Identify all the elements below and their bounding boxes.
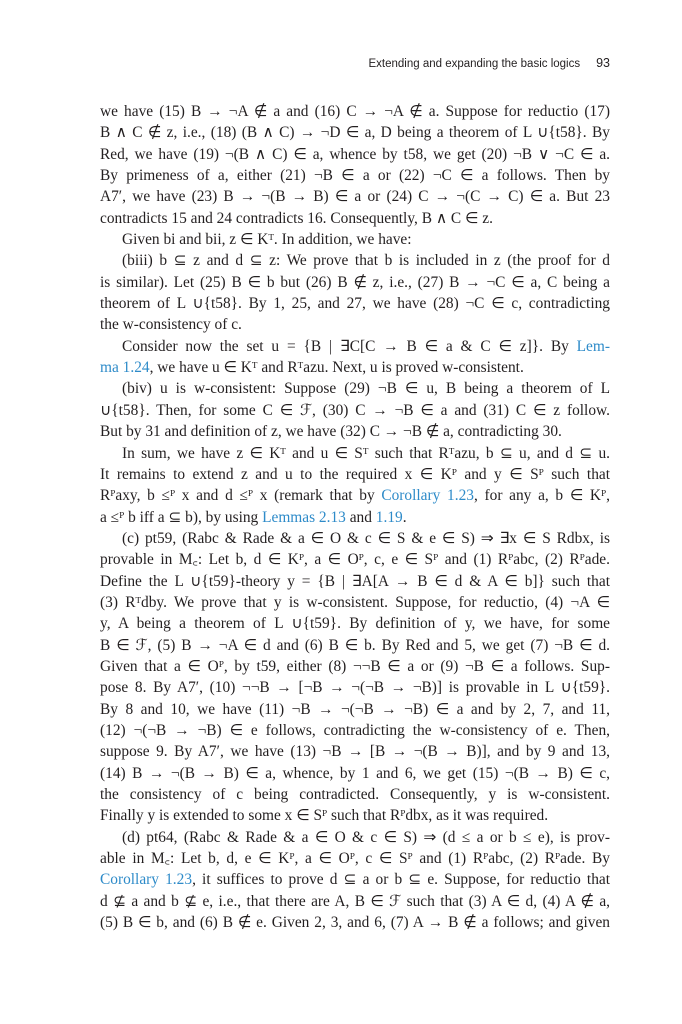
text-line: (c) pt59, (Rabc & Rade & a ∈ O & c ∈ S & e ∈ S) ⇒ ∃x ∈ S Rdbx, is: [122, 529, 610, 547]
text-line: Define the L ∪{t59}-theory y = {B | ∃A[A → B ∈ d & A ∈ b]} such that: [100, 572, 610, 590]
text-line: Rᴾaxy, b ≤ᴾ x and d ≤ᴾ x (remark that by Corollary 1.23, for any a, b ∈ Kᴾ,: [100, 487, 610, 505]
text-line: Consider now the set u = {B | ∃C[C → B ∈ a & C ∈ z]}. By Lem-: [122, 337, 610, 355]
text-line: the consistency of c being contradicted. Consequently, y is w-consistent.: [100, 786, 610, 803]
text-line: Given that a ∈ Oᴾ, by t59, either (8) ¬¬B ∈ a or (9) ¬B ∈ a follows. Sup-: [100, 657, 610, 675]
text-line: A7′, we have (23) B → ¬(B → B) ∈ a or (24) C → ¬(C → C) ∈ a. But 23: [100, 188, 610, 206]
text-line: theorem of L ∪{t58}. By 1, 25, and 27, we have (28) ¬C ∈ c, contradicting: [100, 295, 610, 313]
text-line: ma 1.24, we have u ∈ Kᵀ and Rᵀazu. Next, u is proved w-consistent.: [100, 359, 524, 377]
page-body-text: [100, 101, 610, 933]
text-line: By primeness of a, either (21) ¬B ∈ a or (22) ¬C ∈ a follows. Then by: [100, 167, 610, 185]
running-title: Extending and expanding the basic logics: [368, 58, 581, 70]
running-header: [100, 56, 610, 74]
cross-reference-link[interactable]: ma 1.24: [100, 359, 150, 377]
text-line: suppose 9. By A7′, we have (13) ¬B → [B → ¬(B → B)], and by 9 and 13,: [100, 743, 610, 761]
text-line: (biii) b ⊆ z and d ⊆ z: We prove that b is included in z (the proof for d: [122, 252, 610, 270]
text-line: pose 8. By A7′, (10) ¬¬B → [¬B → ¬(¬B → ¬B)] is provable in L ∪{t59}.: [100, 679, 610, 697]
cross-reference-link[interactable]: Corollary 1.23: [381, 487, 474, 505]
text-line: (12) ¬(¬B → ¬B) ∈ e follows, contradicting the w-consistency of e. Then,: [100, 721, 610, 739]
page-number: 93: [596, 56, 610, 70]
text-line: Corollary 1.23, it suffices to prove d ⊆ a or b ⊆ e. Suppose, for reductio that: [100, 871, 610, 889]
text-line: contradicts 15 and 24 contradicts 16. Consequently, B ∧ C ∈ z.: [100, 209, 493, 227]
text-line: Finally y is extended to some x ∈ Sᴾ such that Rᴾdbx, as it was required.: [100, 807, 549, 825]
text-line: It remains to extend z and u to the required x ∈ Kᴾ and y ∈ Sᴾ such that: [100, 465, 610, 483]
cross-reference-link[interactable]: Lem-: [576, 337, 610, 355]
text-line: able in M꜀: Let b, d, e ∈ Kᴾ, a ∈ Oᴾ, c ∈ Sᴾ and (1) Rᴾabc, (2) Rᴾade. By: [100, 850, 610, 868]
text-line: In sum, we have z ∈ Kᵀ and u ∈ Sᵀ such that Rᵀazu, b ⊆ u, and d ⊆ u.: [122, 444, 610, 462]
text-line: (14) B → ¬(B → B) ∈ a, whence, by 1 and 6, we get (15) ¬(B → B) ∈ c,: [100, 764, 610, 782]
text-line: (5) B ∈ b, and (6) B ∉ e. Given 2, 3, and 6, (7) A → B ∉ a follows; and given: [100, 914, 610, 932]
text-line: By 8 and 10, we have (11) ¬B → ¬(¬B → ¬B) ∈ a and by 2, 7, and 11,: [100, 700, 610, 718]
text-line: Given bi and bii, z ∈ Kᵀ. In addition, we have:: [122, 231, 412, 249]
text-line: a ≤ᴾ b iff a ⊆ b), by using Lemmas 2.13 and 1.19.: [100, 508, 407, 526]
text-line: we have (15) B → ¬A ∉ a and (16) C → ¬A ∉ a. Suppose for reductio (17): [100, 103, 610, 120]
cross-reference-link[interactable]: 1.19: [375, 508, 403, 526]
text-line: y, A being a theorem of L ∪{t59}. By definition of y, we have, for some: [100, 615, 610, 633]
cross-reference-link[interactable]: Corollary 1.23: [100, 871, 193, 889]
text-line: B ∈ ℱ, (5) B → ¬A ∈ d and (6) B ∈ b. By Red and 5, we get (7) ¬B ∈ d.: [100, 636, 610, 654]
text-line: But by 31 and definition of z, we have (32) C → ¬B ∉ a, contradicting 30.: [100, 423, 562, 441]
text-line: (d) pt64, (Rabc & Rade & a ∈ O & c ∈ S) ⇒ (d ≤ a or b ≤ e), is prov-: [122, 828, 610, 846]
text-line: (biv) u is w-consistent: Suppose (29) ¬B ∈ u, B being a theorem of L: [122, 380, 610, 398]
text-line: d ⊈ a and b ⊈ e, i.e., that there are A, B ∈ ℱ such that (3) A ∈ d, (4) A ∉ a,: [100, 892, 610, 910]
text-line: B ∧ C ∉ z, i.e., (18) (B ∧ C) → ¬D ∈ a, D being a theorem of L ∪{t58}. By: [100, 124, 610, 142]
cross-reference-link[interactable]: Lemmas 2.13: [262, 508, 346, 526]
text-line: Red, we have (19) ¬(B ∧ C) ∈ a, whence by t58, we get (20) ¬B ∨ ¬C ∈ a.: [100, 145, 610, 163]
text-line: the w-consistency of c.: [100, 316, 242, 334]
text-line: is similar). Let (25) B ∈ b but (26) B ∉ z, i.e., (27) B → ¬C ∈ a, C being a: [100, 273, 610, 291]
text-line: provable in M꜀: Let b, d ∈ Kᴾ, a ∈ Oᴾ, c, e ∈ Sᴾ and (1) Rᴾabc, (2) Rᴾade.: [100, 551, 610, 569]
text-line: (3) Rᵀdby. We prove that y is w-consistent. Suppose, for reductio, (4) ¬A ∈: [100, 593, 610, 611]
text-line: ∪{t58}. Then, for some C ∈ ℱ, (30) C → ¬B ∈ a and (31) C ∈ z follow.: [100, 401, 610, 419]
